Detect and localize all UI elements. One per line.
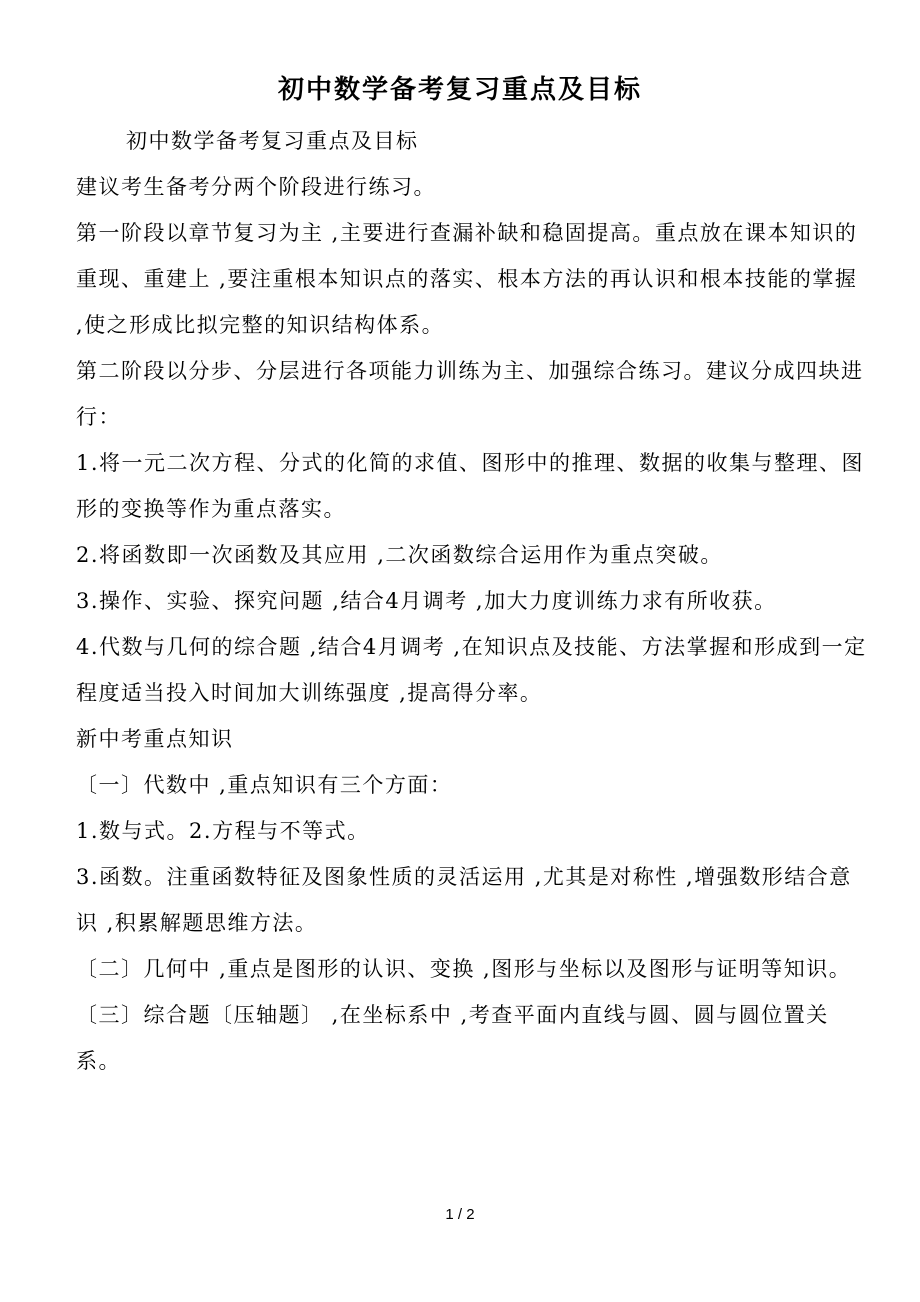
document-body [68, 118, 868, 1084]
body-paragraph: 第二阶段以分步、分层进行各项能力训练为主、加强综合练习。建议分成四块进行： [76, 359, 864, 429]
list-item: 3.函数。注重函数特征及图象性质的灵活运用 ,尤其是对称性 ,增强数形结合意识 ,积累解题思维方法。 [76, 865, 852, 935]
body-paragraph: 第一阶段以章节复习为主 ,主要进行查漏补缺和稳固提高。重点放在课本知识的重现、重建上 ,要注重根本知识点的落实、根本方法的再认识和根本技能的掌握 ,使之形成比拟完整的知识结构体系。 [76, 221, 858, 337]
list-item: 3.操作、实验、探究问题 ,结合4月调考 ,加大力度训练力求有所收获。 [76, 589, 777, 613]
list-item: 2.将函数即一次函数及其应用 ,二次函数综合运用作为重点突破。 [76, 543, 723, 567]
body-paragraph: 建议考生备考分两个阶段进行练习。 [76, 175, 436, 199]
list-item: 1.将一元二次方程、分式的化简的求值、图形中的推理、数据的收集与整理、图形的变换等作为重点落实。 [76, 451, 865, 521]
body-paragraph: 〔二〕几何中 ,重点是图形的认识、变换 ,图形与坐标以及图形与证明等知识。 [76, 957, 852, 981]
section-heading: 新中考重点知识 [76, 727, 234, 751]
list-item: 1.数与式。2.方程与不等式。 [76, 819, 370, 843]
document-title: 初中数学备考复习重点及目标 [277, 75, 642, 105]
page-number: 1 / 2 [445, 1206, 475, 1223]
list-item: 4.代数与几何的综合题 ,结合4月调考 ,在知识点及技能、方法掌握和形成到一定程度适当投入时间加大训练强度 ,提高得分率。 [76, 635, 867, 705]
subtitle-paragraph: 初中数学备考复习重点及目标 [126, 129, 419, 153]
body-paragraph: 〔三〕综合题〔压轴题〕 ,在坐标系中 ,考查平面内直线与圆、圆与圆位置关系。 [76, 1003, 829, 1073]
body-paragraph: 〔一〕代数中 ,重点知识有三个方面： [76, 773, 453, 797]
